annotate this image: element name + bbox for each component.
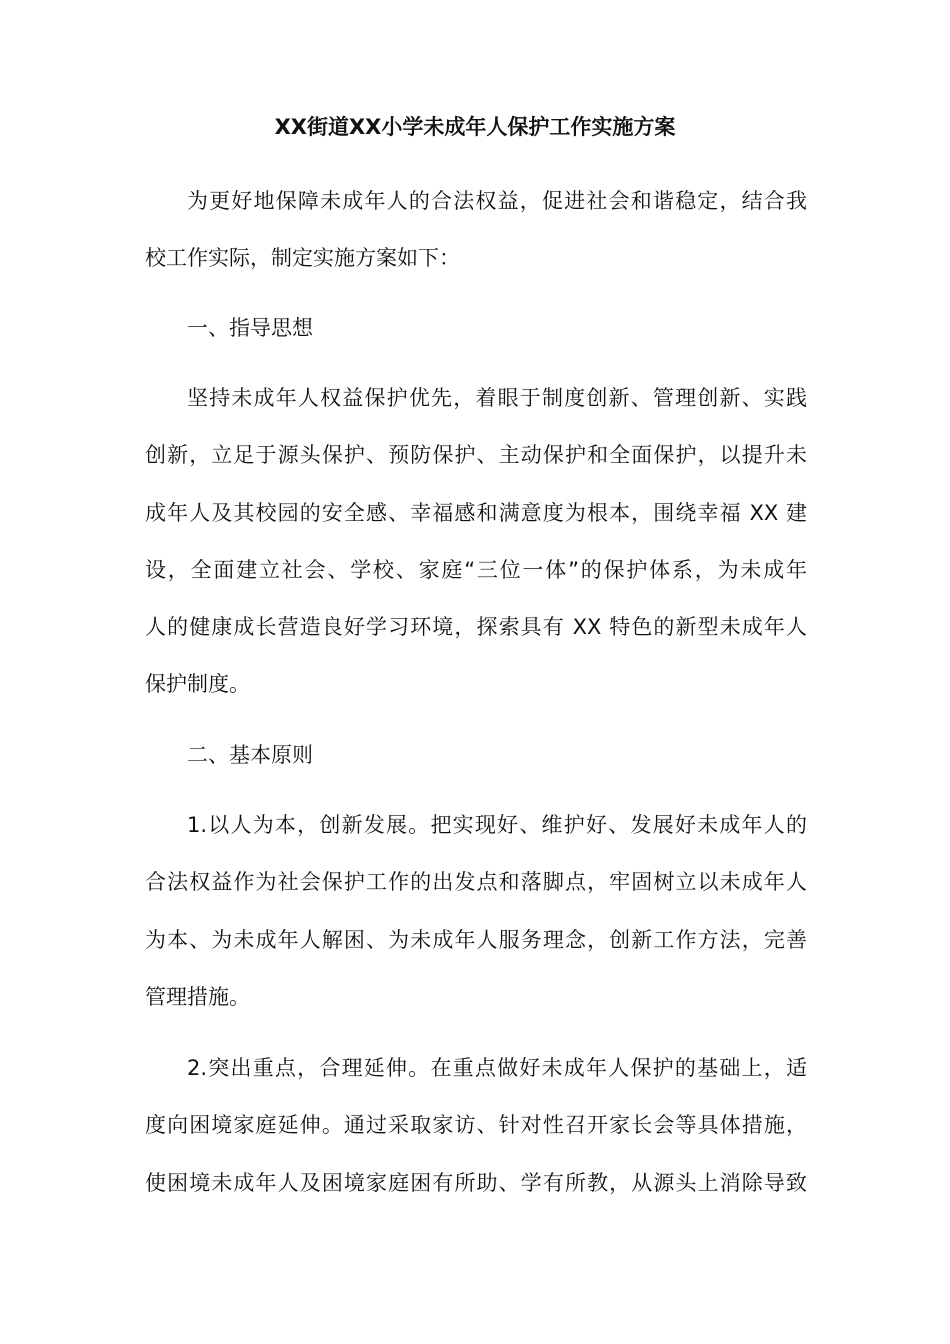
paragraph-line: 管理措施。 [145,984,250,1009]
paragraph-line: 为本、为未成年人解困、为未成年人服务理念，创新工作方法，完善 [145,927,807,952]
section-heading-1 [145,300,807,357]
paragraph-intro [145,173,807,288]
paragraph-line: 保护制度。 [145,672,250,697]
paragraph-principle-1 [145,797,807,1026]
paragraph-line: 合法权益作为社会保护工作的出发点和落脚点，牢固树立以未成年人 [145,870,807,895]
paragraph-line: 为更好地保障未成年人的合法权益，促进社会和谐稳定，结合我 [187,189,807,213]
section-heading-text: 二、基本原则 [187,743,313,767]
paragraph-guiding-thought [145,370,807,714]
section-heading-2 [145,727,807,784]
section-heading-text: 一、指导思想 [187,316,313,340]
paragraph-principle-2 [145,1040,807,1212]
paragraph-line: 度向困境家庭延伸。通过采取家访、针对性召开家长会等具体措施， [145,1113,807,1138]
paragraph-line: 设，全面建立社会、学校、家庭“三位一体”的保护体系，为未成年 [145,557,807,582]
paragraph-line: 使困境未成年人及困境家庭困有所助、学有所教，从源头上消除导致 [145,1170,807,1195]
paragraph-line: 2.突出重点，合理延伸。在重点做好未成年人保护的基础上，适 [187,1056,807,1080]
paragraph-line: 成年人及其校园的安全感、幸福感和满意度为根本，围绕幸福 XX 建 [145,500,807,525]
paragraph-line: 校工作实际，制定实施方案如下： [145,246,460,271]
paragraph-line: 坚持未成年人权益保护优先，着眼于制度创新、管理创新、实践 [187,386,807,410]
paragraph-line: 1.以人为本，创新发展。把实现好、维护好、发展好未成年人的 [187,813,807,837]
paragraph-line: 创新，立足于源头保护、预防保护、主动保护和全面保护，以提升未 [145,443,807,468]
document-title: XX街道XX小学未成年人保护工作实施方案 [274,115,676,139]
paragraph-line: 人的健康成长营造良好学习环境，探索具有 XX 特色的新型未成年人 [145,615,807,640]
